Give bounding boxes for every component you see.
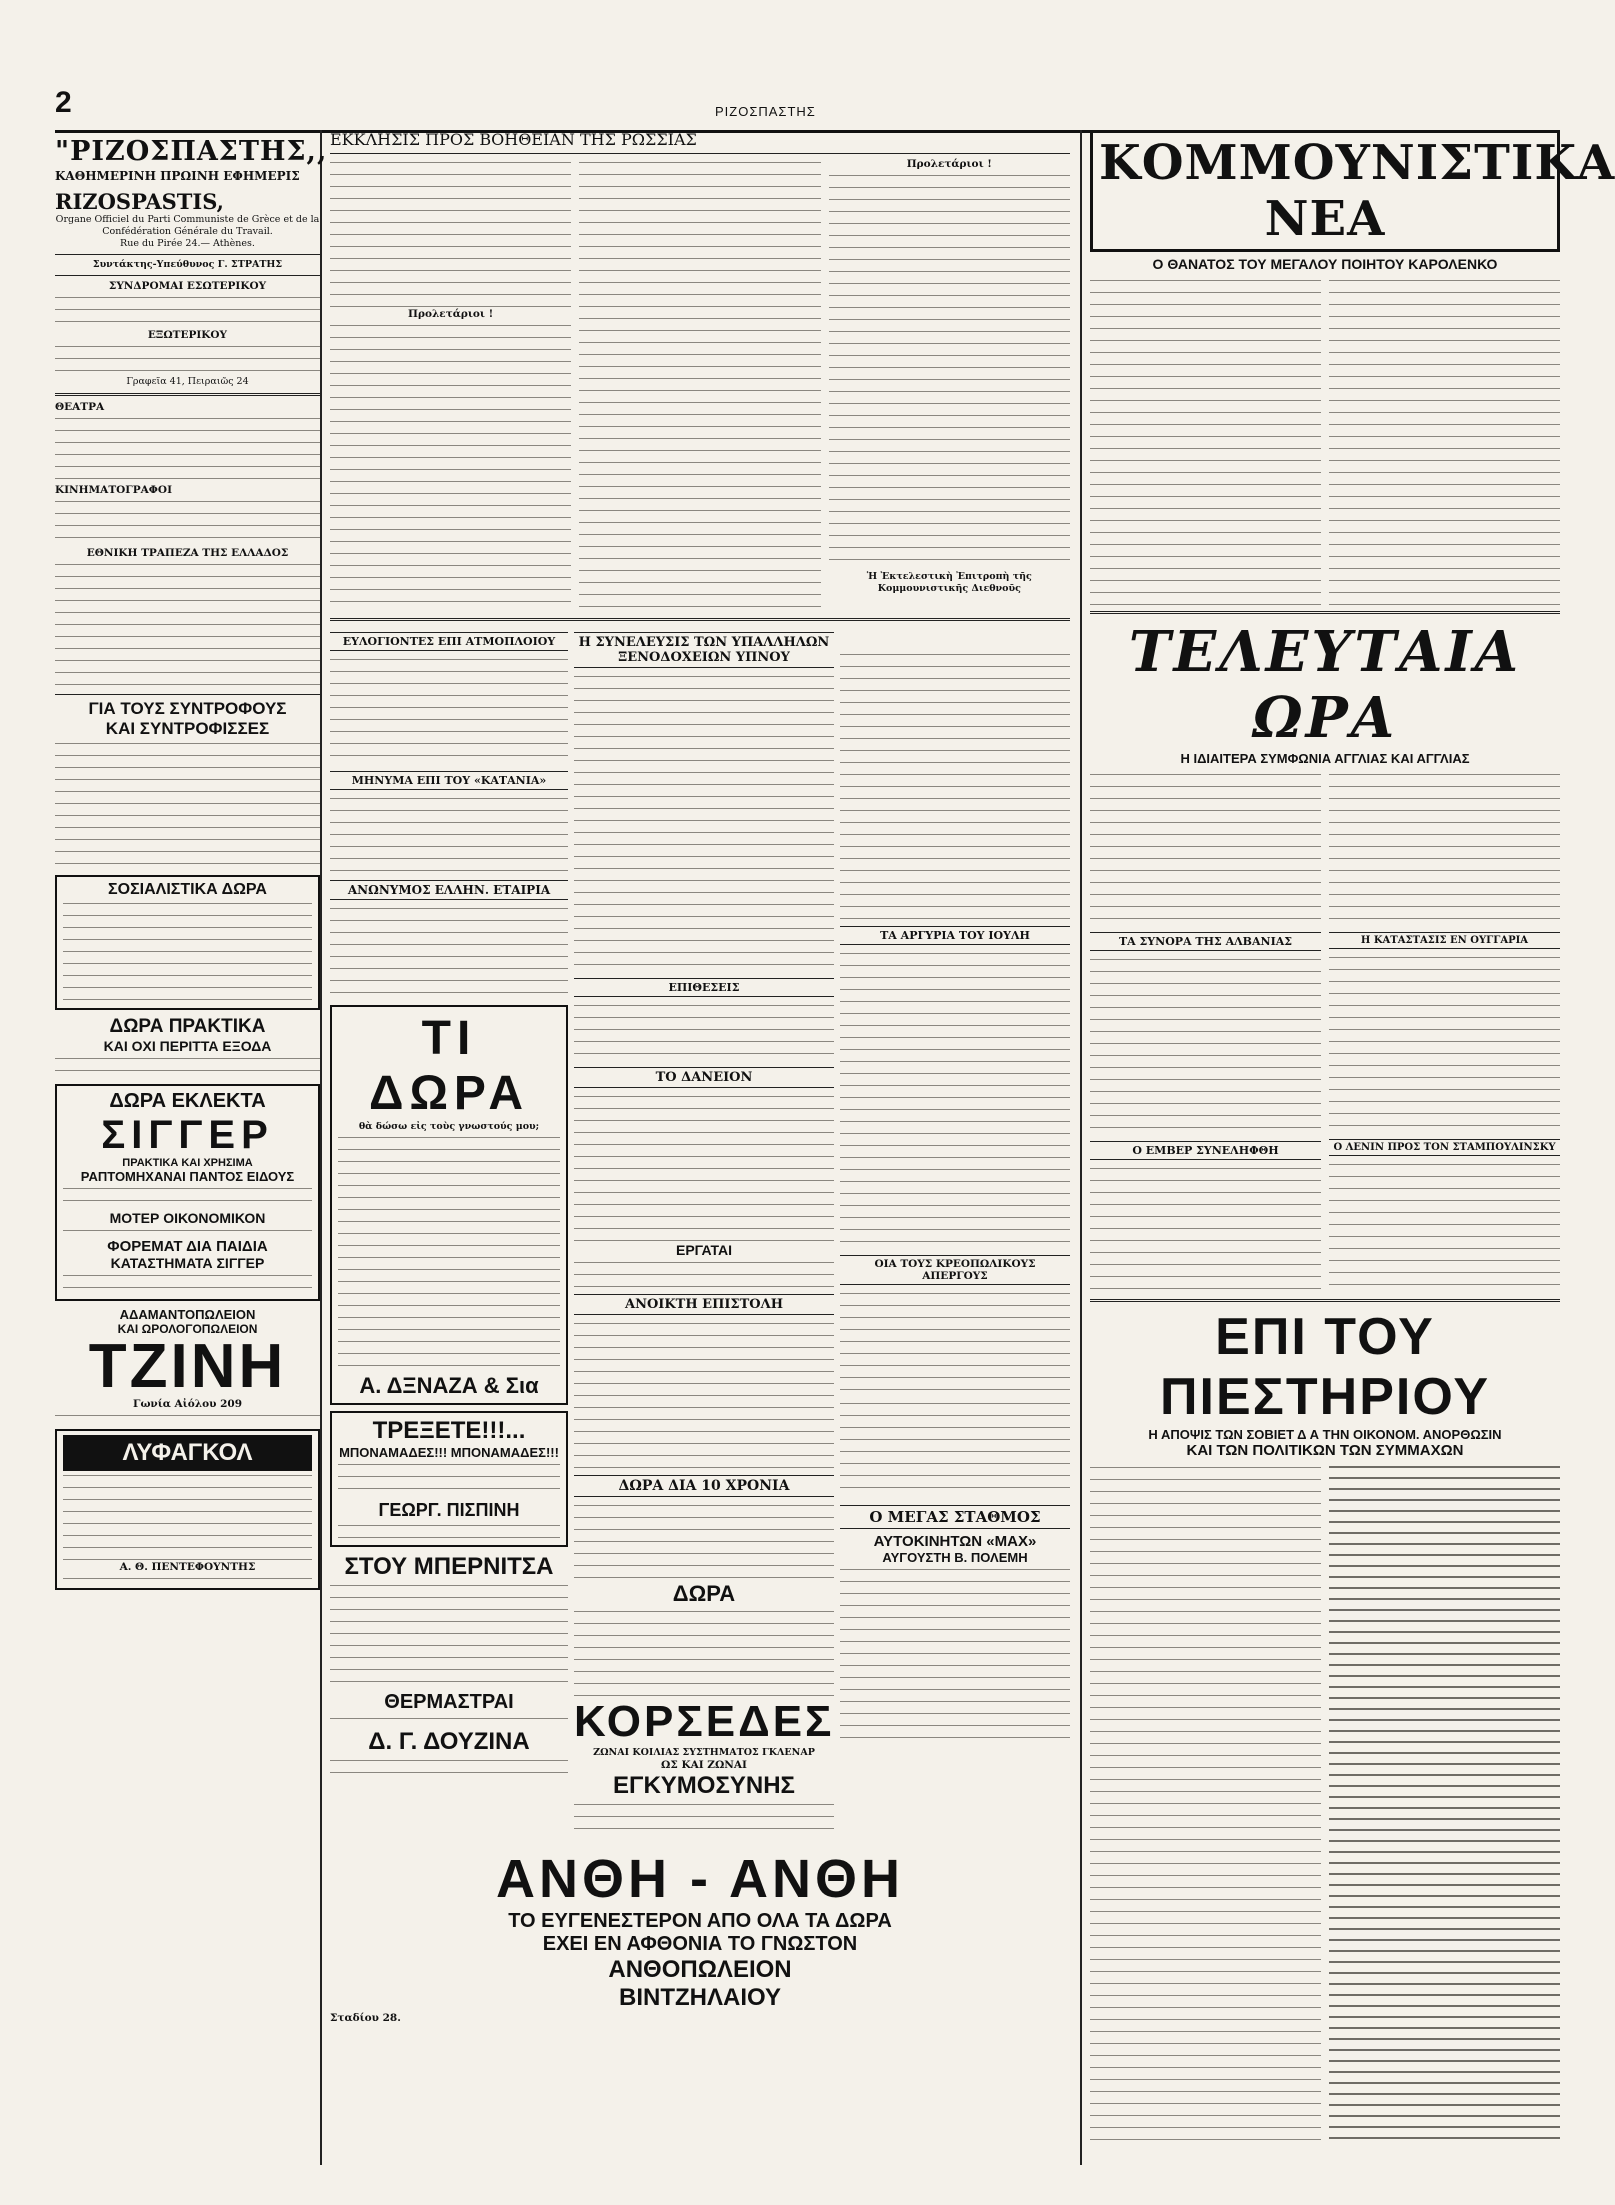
running-head: ΡΙΖΟΣΠΑΣΤΗΣ xyxy=(715,104,816,119)
sigger-ad-head: ΔΩΡΑ ΕΚΛΕΚΤΑ xyxy=(109,1090,266,1112)
trexete-title: ΤΡΕΞΕΤΕ!!!... xyxy=(372,1417,526,1444)
hotel-head: Η ΣΥΝΕΛΕΥΣΙΣ ΤΩΝ ΥΠΑΛΛΗΛΩΝ ΞΕΝΟΔΟΧΕΙΩΝ ΥΠΝΟΥ xyxy=(574,632,834,668)
masthead-address: Rue du Pirée 24.— Athènes. xyxy=(120,238,255,249)
pispinis-name: ΓΕΩΡΓ. ΠΙΣΠΙΝΗ xyxy=(378,1500,520,1520)
katania-head: ΜΗΝΥΜΑ ΕΠΙ ΤΟΥ «ΚΑΤΑΝΙΑ» xyxy=(330,771,568,790)
gifts10-head: ΔΩΡΑ ΔΙΑ 10 ΧΡΟΝΙΑ xyxy=(574,1475,834,1497)
tidora-title: ΤΙ ΔΩΡΑ xyxy=(368,1012,530,1120)
masthead-subtitle: ΚΑΘΗΜΕΡΙΝΗ ΠΡΩΙΝΗ ΕΦΗΜΕΡΙΣ xyxy=(55,169,300,183)
lyfagkol-agent: Α. Θ. ΠΕΝΤΕΦΟΥΝΤΗΣ xyxy=(119,1561,256,1573)
piest-sub: Η ΑΠΟΨΙΣ ΤΩΝ ΣΟΒΙΕΤ Δ Α ΤΗΝ ΟΙΚΟΝΟΜ. ΑΝΟΡΘΩΣΙΝ xyxy=(1148,1427,1502,1442)
masthead-latin: RIZOSPASTIS, xyxy=(55,189,224,214)
bernitsa-title: ΣΤΟΥ ΜΠΕΡΝΙΤΣΑ xyxy=(344,1553,554,1580)
letter-head: ΑΝΟΙΚΤΗ ΕΠΙΣΤΟΛΗ xyxy=(574,1294,834,1315)
anthi-title: ΑΝΘΗ - ΑΝΘΗ xyxy=(496,1849,904,1909)
gifts-text xyxy=(55,1054,320,1078)
stamboul-head: Ο ΛΕΝΙΝ ΠΡΟΣ ΤΟΝ ΣΤΑΜΠΟΥΛΙΝΣΚΥ xyxy=(1329,1139,1560,1156)
social-gifts-box xyxy=(55,875,320,1010)
page-number: 2 xyxy=(55,86,72,119)
center-left-subcol xyxy=(330,626,568,1840)
piest-sub2: ΚΑΙ ΤΩΝ ΠΟΛΙΤΙΚΩΝ ΤΩΝ ΣΥΜΜΑΧΩΝ xyxy=(1186,1442,1464,1459)
cinema-head: ΚΙΝΗΜΑΤΟΓΡΑΦΟΙ xyxy=(55,484,172,496)
bank-head: ΕΘΝΙΚΗ ΤΡΑΠΕΖΑ ΤΗΣ ΕΛΛΑΔΟΣ xyxy=(86,547,289,559)
left-column xyxy=(55,130,328,2165)
dora-head: ΔΩΡΑ xyxy=(672,1581,736,1606)
silver-head: ΤΑ ΑΡΓΥΡΙΑ ΤΟΥ ΙΟΥΛΗ xyxy=(840,926,1070,945)
autos-name: ΑΥΤΟΚΙΝΗΤΩΝ «ΜΑΧ» xyxy=(873,1533,1037,1550)
douzina-name: Δ. Γ. ΔΟΥΖΙΝΑ xyxy=(368,1728,530,1755)
tidora-ad: ΤΙ ΔΩΡΑ θὰ δώσω εἰς τοὺς γνωστούς μου; Α. ΔΞΝΑΖΑ & Σια xyxy=(330,1005,568,1405)
albania-head: ΤΑ ΣΥΝΟΡΑ ΤΗΣ ΑΛΒΑΝΙΑΣ xyxy=(1090,932,1321,951)
store-line: ΚΑΤΑΣΤΗΜΑΤΑ ΣΙΓΓΕΡ xyxy=(110,1255,265,1271)
hungary-head: Η ΚΑΤΑΣΤΑΣΙΣ ΕΝ ΟΥΓΓΑΡΙΑ xyxy=(1329,932,1560,949)
autos-owner: ΑΥΓΟΥΣΤΗ Β. ΠΟΛΕΜΗ xyxy=(882,1550,1028,1565)
sigger-logo: ΣΙΓΓΕΡ xyxy=(101,1113,274,1157)
top-rule xyxy=(55,86,1545,133)
lyfagkol-logo: ΛΥΦΑΓΚΟΛ xyxy=(63,1435,312,1471)
sigger-sub: ΠΡΑΚΤΙΚΑ ΚΑΙ ΧΡΗΣΙΜΑ xyxy=(122,1157,253,1169)
workers-head: ΕΡΓΑΤΑΙ xyxy=(675,1242,733,1258)
teleutaia-headline: ΤΕΛΕΥΤΑΙΑ ΩΡΑ xyxy=(1128,619,1522,751)
korsedes-title: ΚΟΡΣΕΔΕΣ xyxy=(574,1697,835,1746)
diamond-head: ΑΔΑΜΑΝΤΟΠΩΛΕΙΟΝ xyxy=(119,1307,256,1322)
conference-head: Ο ΕΜΒΕΡ ΣΥΝΕΛΗΦΘΗ xyxy=(1090,1141,1321,1160)
foremat-line: ΦΟΡΕΜΑΤ ΔΙΑ ΠΑΙΔΙΑ xyxy=(107,1238,268,1255)
trexete-ad: ΤΡΕΞΕΤΕ!!!... ΜΠΟΝΑΜΑΔΕΣ!!! ΜΠΟΝΑΜΑΔΕΣ!!! ΓΕΩΡΓ. ΠΙΣΠΙΝΗ xyxy=(330,1411,568,1547)
social-head: ΣΟΣΙΑΛΙΣΤΙΚΑ ΔΩΡΑ xyxy=(108,881,267,898)
main-headline: ΕΚΚΛΗΣΙΣ ΠΡΟΣ ΒΟΗΘΕΙΑΝ ΤΗΣ ΡΩΣΣΙΑΣ xyxy=(330,130,697,149)
subs-rates xyxy=(55,293,320,329)
subs-foreign: ΕΞΩΤΕΡΙΚΟΥ xyxy=(147,329,228,341)
motor-line: ΜΟΤΕΡ ΟΙΚΟΝΟΜΙΚΟΝ xyxy=(109,1210,266,1226)
loan-head: ΤΟ ΔΑΝΕΙΟΝ xyxy=(574,1067,834,1088)
tzini-address: Γωνία Αἰόλου 209 xyxy=(132,1398,242,1410)
epitheseis-head: ΕΠΙΘΕΣΕΙΣ xyxy=(574,978,834,997)
comrades-head: ΓΙΑ ΤΟΥΣ ΣΥΝΤΡΟΦΟΥΣ xyxy=(88,699,287,718)
offices: Γραφεῖα 41, Πειραιῶς 24 xyxy=(126,376,249,387)
gifts-head: ΔΩΡΑ ΠΡΑΚΤΙΚΑ xyxy=(109,1016,266,1037)
sigger-sub2: ΡΑΠΤΟΜΗΧΑΝΑΙ ΠΑΝΤΟΣ ΕΙΔΟΥΣ xyxy=(80,1169,295,1184)
egkymosynis: ΕΓΚΥΜΟΣΥΝΗΣ xyxy=(613,1772,795,1799)
strikers-head: ΟΙΑ ΤΟΥΣ ΚΡΕΟΠΩΛΙΚΟΥΣ ΑΠΕΡΓΟΥΣ xyxy=(840,1255,1070,1285)
lyfagkol-ad xyxy=(55,1429,320,1590)
kn-sub: Ο ΘΑΝΑΤΟΣ ΤΟΥ ΜΕΓΑΛΟΥ ΠΟΙΗΤΟΥ ΚΑΡΟΛΕΝΚΟ xyxy=(1152,256,1498,272)
teleutaia-sub: Η ΙΔΙΑΙΤΕΡΑ ΣΥΜΦΩΝΙΑ ΑΓΓΛΙΑΣ ΚΑΙ ΑΓΓΛΙΑΣ xyxy=(1180,751,1470,766)
center-columns xyxy=(330,130,1070,2165)
gifts-sub: ΚΑΙ ΟΧΙ ΠΕΡΙΤΤΑ ΕΞΟΔΑ xyxy=(103,1038,272,1054)
appeal-forward: Προλετάριοι ! xyxy=(408,308,494,320)
tzini-logo: ΤΖΙΝΗ xyxy=(88,1332,287,1401)
right-columns xyxy=(1080,130,1615,2165)
comrades-text xyxy=(55,739,320,869)
social-text xyxy=(63,899,312,1004)
anthi-ad: ΑΝΘΗ - ΑΝΘΗ ΤΟ ΕΥΓΕΝΕΣΤΕΡΟΝ ΑΠΟ ΟΛΑ ΤΑ ΔΩΡΑ ΕΧΕΙ ΕΝ ΑΦΘΟΝΙΑ ΤΟ ΓΝΩΣΤΟΝ ΑΝΘΟΠΩΛΕΙΟΝ ΒΙΝΤΖΗΛΑΙΟΥ Σταδίου 28. xyxy=(330,1848,1070,2025)
kn-headline: ΚΟΜΜΟΥΝΙΣΤΙΚΑ ΝΕΑ xyxy=(1090,130,1560,252)
bank-rates xyxy=(55,560,320,690)
appeal-article: Προλετάριοι ! Προλετάριοι ! Ἡ Ἐκτελεστικὴ Ἐπιτροπὴ τῆς Κομμουνιστικῆς Διεθνοῦς xyxy=(330,158,1070,613)
subs-foreign-rates xyxy=(55,342,320,376)
center-right-subcol xyxy=(840,626,1070,1840)
dexama-name: Α. ΔΞΝΑΖΑ & Σια xyxy=(359,1373,539,1398)
theatre-head: ΘΕΑΤΡΑ xyxy=(55,401,105,413)
cinema-listing xyxy=(55,497,320,547)
company-head: ΑΝΩΝΥΜΟΣ ΕΛΛΗΝ. ΕΤΑΙΡΙΑ xyxy=(330,880,568,900)
masthead-desc: Organe Officiel du Parti Communiste de Grèce et de la Confédération Générale du Travail. xyxy=(55,214,320,237)
center-middle-subcol: Η ΣΥΝΕΛΕΥΣΙΣ ΤΩΝ ΥΠΑΛΛΗΛΩΝ ΞΕΝΟΔΟΧΕΙΩΝ ΥΠΝΟΥ ΕΠΙΘΕΣΕΙΣ ΤΟ ΔΑΝΕΙΟΝ ΕΡΓΑΤΑΙ ΑΝΟΙΚΤΗ ΕΠΙΣΤΟΛΗ ΔΩΡΑ ΔΙΑ 10 ΧΡΟΝΙΑ ΔΩΡΑ ΚΟΡΣΕΔΕΣ ΖΩΝΑΙ ΚΟΙΛΙΑΣ ΣΥΣΤΗΜΑΤΟΣ ΓΚΛΕΝΑΡ ΩΣ ΚΑΙ ΖΩΝΑΙ ΕΓΚΥΜΟΣΥΝΗΣ xyxy=(574,626,834,1840)
diamond-sub: ΚΑΙ ΩΡΟΛΟΓΟΠΩΛΕΙΟΝ xyxy=(117,1322,258,1336)
lyfagkol-text xyxy=(63,1471,312,1561)
comrades-sub: ΚΑΙ ΣΥΝΤΡΟΦΙΣΣΕΣ xyxy=(105,719,270,738)
sigger-ad xyxy=(55,1084,320,1301)
station-head: Ο ΜΕΓΑΣ ΣΤΑΘΜΟΣ xyxy=(840,1505,1070,1529)
masthead-title: "ΡΙΖΟΣΠΑΣΤΗΣ,, xyxy=(55,136,328,167)
appeal-signature: Ἡ Ἐκτελεστικὴ Ἐπιτροπὴ τῆς Κομμουνιστικῆς Διεθνοῦς xyxy=(866,571,1032,594)
tobacco-head: ΕΥΛΟΓΙΟΝΤΕΣ ΕΠΙ ΑΤΜΟΠΛΟΙΟΥ xyxy=(330,632,568,651)
masthead-editor: Συντάκτης-Υπεύθυνος Γ. ΣΤΡΑΤΗΣ xyxy=(92,259,283,270)
thermastrai-title: ΘΕΡΜΑΣΤΡΑΙ xyxy=(384,1691,514,1713)
theatre-listing xyxy=(55,414,320,484)
subs-head: ΣΥΝΔΡΟΜΑΙ ΕΣΩΤΕΡΙΚΟΥ xyxy=(108,280,267,292)
anthi-name: ΒΙΝΤΖΗΛΑΙΟΥ xyxy=(619,1984,781,2011)
piest-headline: ΕΠΙ ΤΟΥ ΠΙΕΣΤΗΡΙΟΥ xyxy=(1159,1308,1491,1426)
